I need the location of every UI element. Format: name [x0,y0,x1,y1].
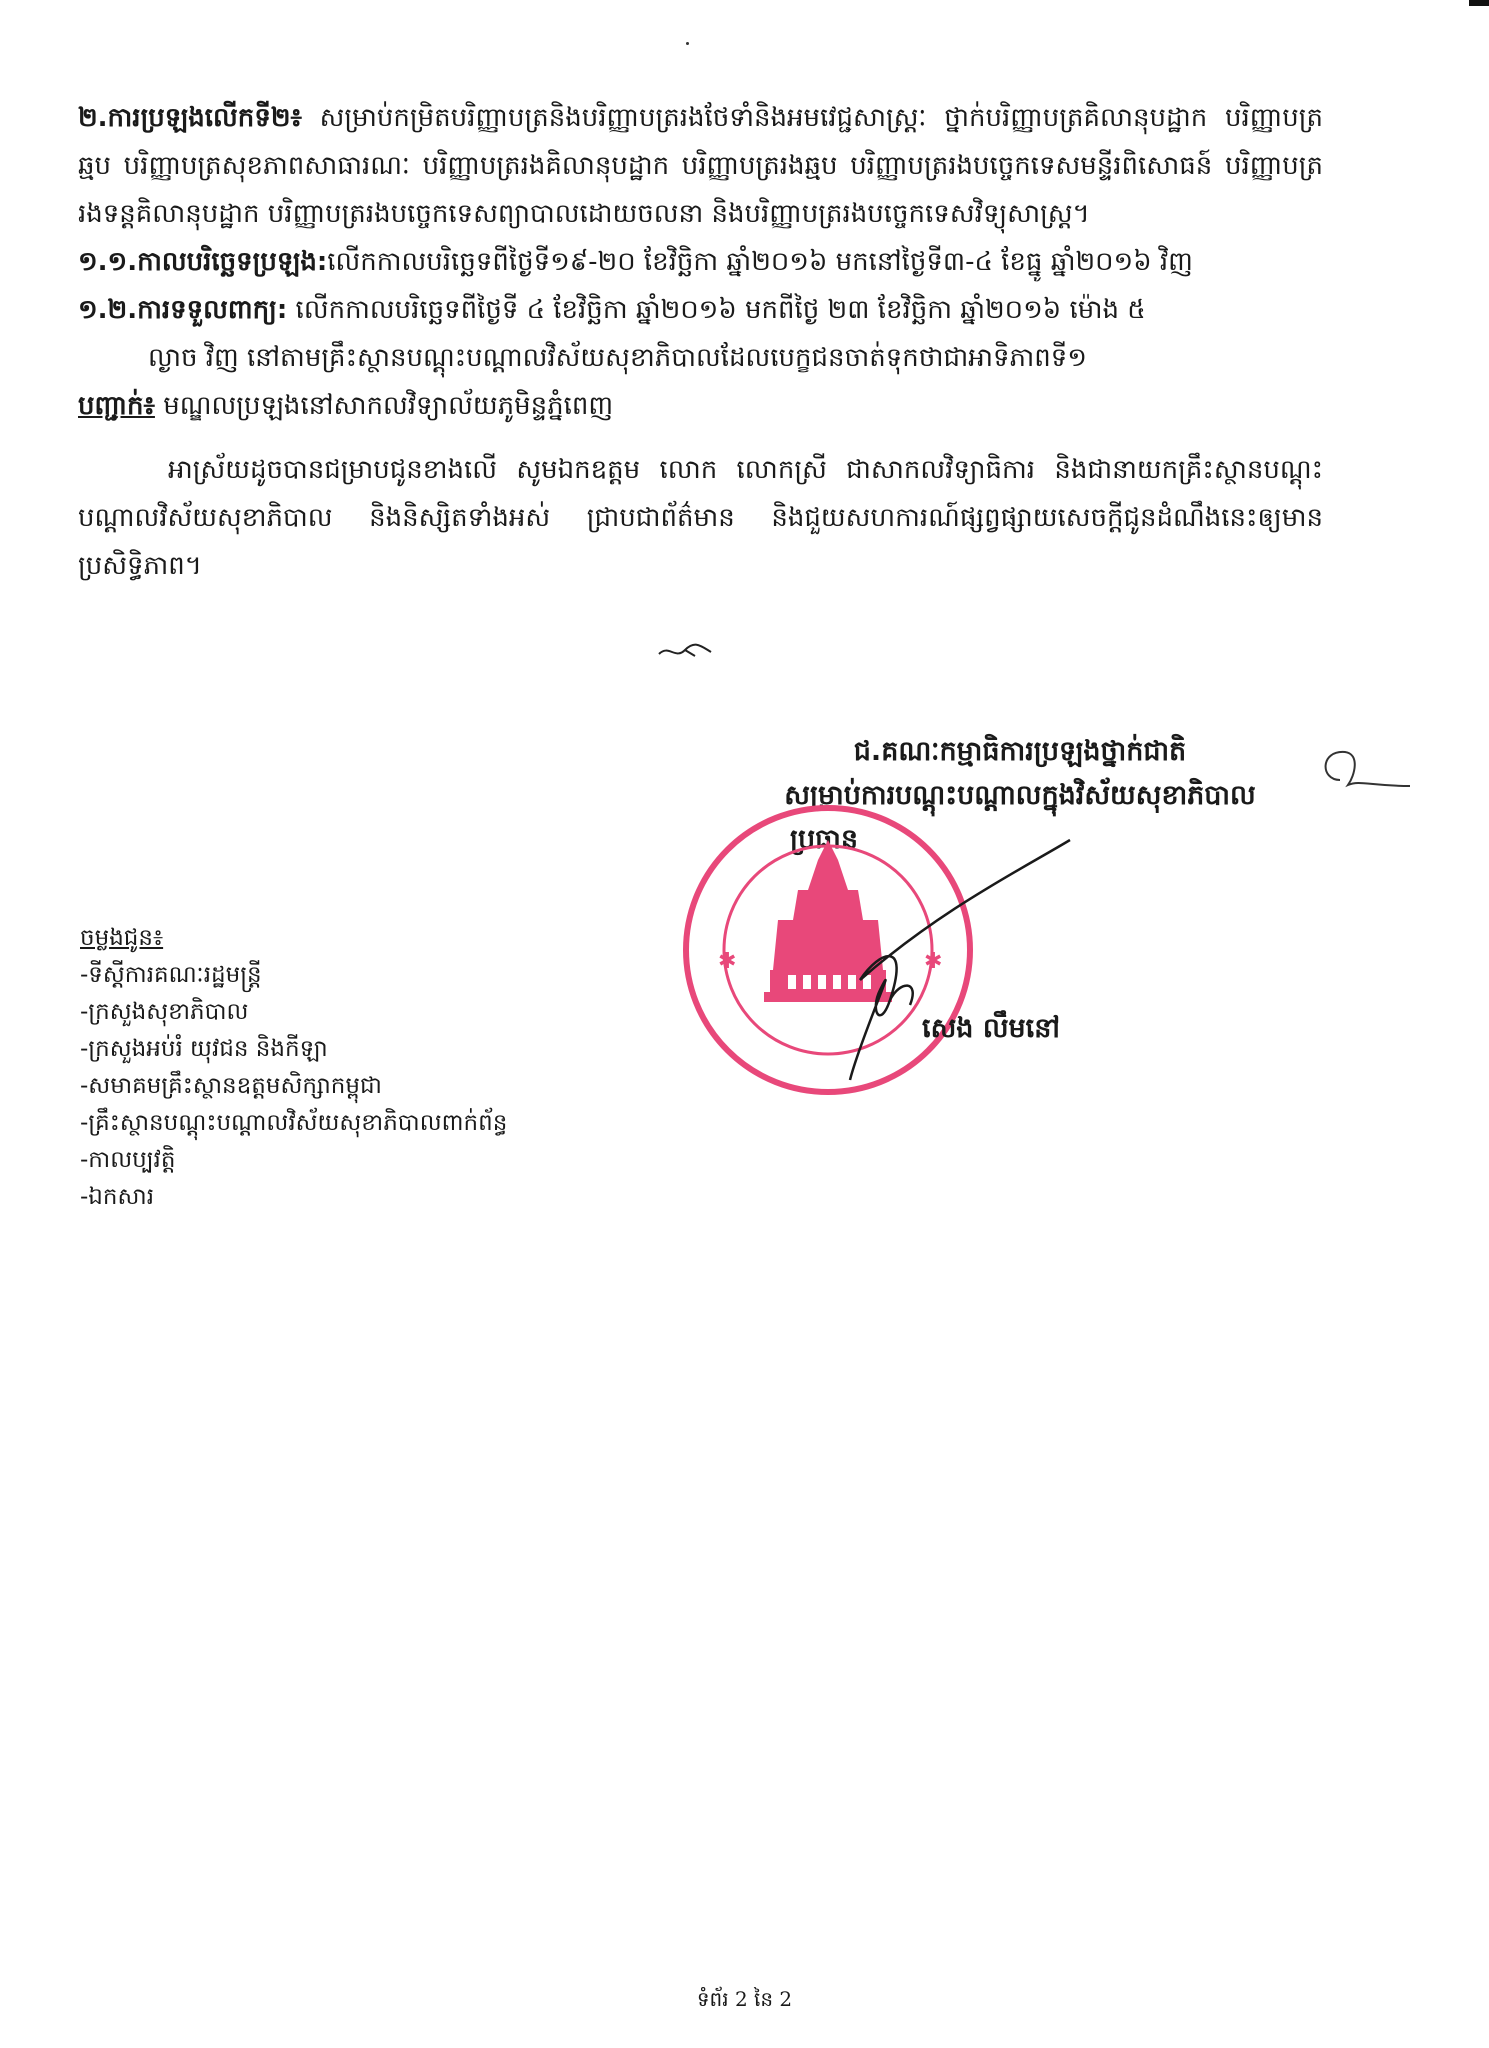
item-2-2-text: លើកកាលបរិច្ឆេទពីថ្ងៃទី ៤ ខែវិច្ឆិកា ឆ្នាំ២០១៦ មកពីថ្ងៃ ២៣ ខែវិច្ឆិកា ឆ្នាំ២០១៦ ម៉ោង ៥ [287,295,1146,325]
item-2-1-text: លើកកាលបរិច្ឆេទពីថ្ងៃទី១៩-២០ ខែវិច្ឆិកា ឆ្នាំ២០១៦ មកនៅថ្ងៃទី៣-៤ ខែធ្នូ ឆ្នាំ២០១៦ វិញ [327,247,1193,277]
cc-item: -ឯកសារ [80,1184,154,1210]
letter-body [78,94,1323,590]
item-2-heading: ២.ការប្រឡងលើកទី២៖ [78,103,302,133]
svg-text:✱: ✱ [718,949,737,974]
signer-role: ប្រធាន [790,824,859,855]
cc-title: ចម្លងជូន៖ [80,925,164,951]
cc-list [80,920,507,1216]
closing-paragraph: អាស្រ័យដូចបានជម្រាបជូនខាងលើ សូមឯកឧត្តម លោក លោកស្រី ជាសាកលវិទ្យាធិការ និងជានាយកគ្រឹះស្ថានបណ្តុះបណ្តាលវិស័យសុខាភិបាល និងនិស្សិតទាំងអស់ ជ្រាបជាព័ត៌មាន និងជួយសហការណ៍ផ្សព្វផ្សាយសេចក្តីជូនដំណឹងនេះឲ្យមានប្រសិទ្ធិភាព។ [78,455,1323,581]
scan-dot [686,42,689,45]
continuation-paragraph: ល្ងាច វិញ នៅតាមគ្រឹះស្ថានបណ្តុះបណ្តាលវិស័យសុខាភិបាលដែលបេក្ខជនចាត់ទុកថាជាអាទិភាពទី១ [148,343,1087,373]
item-2-1-heading: ១.១.កាលបរិច្ឆេទប្រឡង: [78,247,328,277]
end-flourish-mark [655,640,715,662]
page-number: ទំព័រ 2 នៃ 2 [696,1987,793,2011]
item-2-2-heading: ១.២.ការទទួលពាក្យ: [78,295,288,325]
cc-item: -ក្រសួងអប់រំ យុវជន និងកីឡា [80,1036,328,1062]
cc-item: -សមាគមគ្រឹះស្ថានឧត្តមសិក្សាកម្ពុជា [80,1073,382,1099]
scan-corner-mark [1469,0,1489,6]
committee-scope-line: សម្រាប់ការបណ្តុះបណ្តាលក្នុងវិស័យសុខាភិបាល [784,780,1256,811]
committee-line: ជ.គណៈកម្មាធិការប្រឡងថ្នាក់ជាតិ [853,736,1187,767]
cc-item: -ទីស្តីការគណៈរដ្ឋមន្ត្រី [80,962,262,988]
note-label: បញ្ជាក់៖ [78,391,155,421]
item-2-1-paragraph [78,238,1323,286]
item-2-2-paragraph [78,286,1323,334]
svg-text:✱: ✱ [924,949,943,974]
signer-name: សេង លឹមនៅ [922,1013,1060,1044]
note-paragraph [78,382,1323,430]
cc-item: -ក្រសួងសុខាភិបាល [80,999,249,1025]
cc-item: -គ្រឹះស្ថានបណ្តុះបណ្តាលវិស័យសុខាភិបាលពាក់ព័ន្ធ [80,1110,508,1136]
handwritten-signature [820,830,1080,1090]
initial-mark [1300,740,1420,810]
note-text: មណ្ឌលប្រឡងនៅសាកលវិទ្យាល័យភូមិន្ទភ្នំពេញ [154,391,614,421]
item-2-paragraph [78,94,1323,238]
item-2-text: សម្រាប់កម្រិតបរិញ្ញាបត្រនិងបរិញ្ញាបត្ររងថែទាំនិងអមវេជ្ជសាស្ត្រៈ ថ្នាក់បរិញ្ញាបត្រគិលានុបដ្ឋាក បរិញ្ញាបត្រឆ្មប បរិញ្ញាបត្រសុខភាពសាធារណៈ បរិញ្ញាបត្ររងគិលានុបដ្ឋាក បរិញ្ញាបត្ររងឆ្មប បរិញ្ញាបត្ររងបច្ចេកទេសមន្ទីរពិសោធន៍ បរិញ្ញាបត្ររងទន្តគិលានុបដ្ឋាក បរិញ្ញាបត្ររងបច្ចេកទេសព្យាបាលដោយចលនា និងបរិញ្ញាបត្ររងបច្ចេកទេសវិទ្យុសាស្ត្រ។ [78,103,1323,229]
cc-item: -កាលប្បវត្តិ [80,1147,176,1173]
